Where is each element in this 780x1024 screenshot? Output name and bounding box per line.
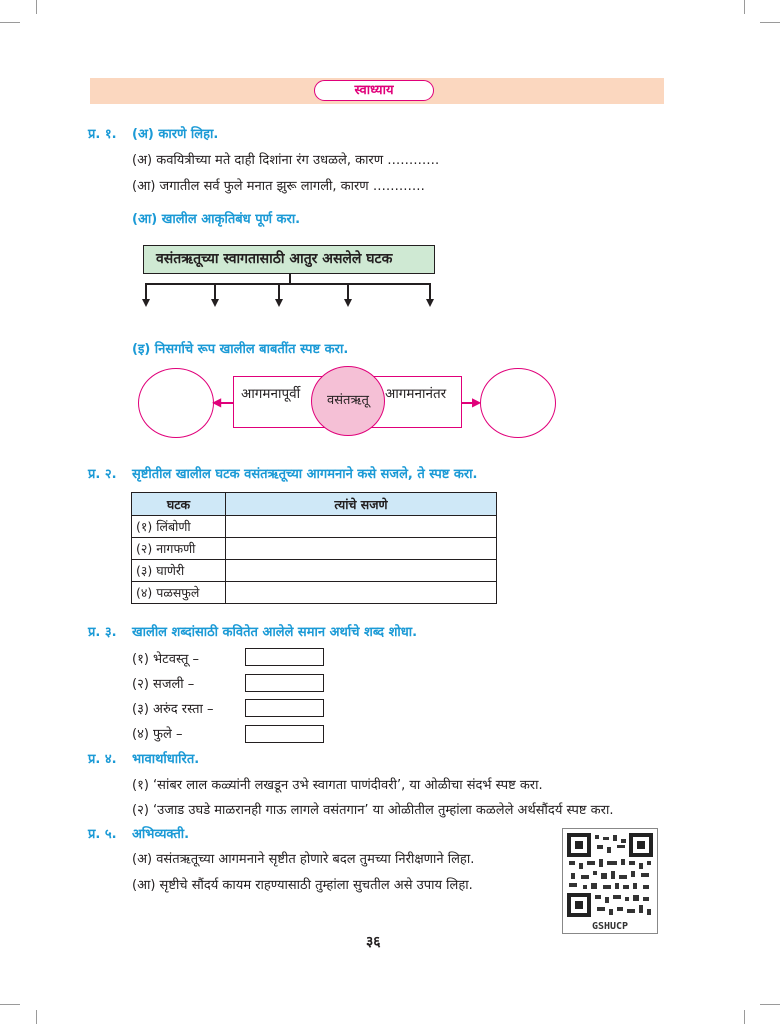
answer-box-3[interactable] — [245, 699, 324, 717]
q3-item-4: (४) फुले – — [132, 727, 183, 742]
q5-label: प्र. ५. — [88, 827, 117, 842]
left-arrow-icon: ◀ — [212, 395, 222, 409]
q2-label: प्र. २. — [88, 467, 117, 482]
col-header-decoration: त्यांचे सजणे — [226, 493, 497, 516]
q2-text: सृष्टीतील खालील घटक वसंतऋतूच्या आगमनाने कसे सजले, ते स्पष्ट करा. — [132, 467, 478, 482]
arrowhead-4 — [344, 299, 352, 307]
before-arrival-label: आगमनापूर्वी — [241, 386, 301, 402]
answer-cell[interactable] — [226, 516, 497, 538]
qr-code-label: GSHUCP — [591, 921, 629, 932]
q1-a-item-2: (आ) जगातील सर्व फुले मनात झुरू लागली, कारण ………… — [132, 179, 425, 194]
spring-season-circle: वसंतऋतू — [311, 366, 385, 436]
connector-arrow-3 — [278, 283, 280, 299]
q3-label: प्र. ३. — [88, 625, 117, 640]
table-header-row — [132, 493, 497, 516]
arrowhead-3 — [275, 299, 283, 307]
connector-bar — [145, 283, 430, 285]
page-number: ३६ — [366, 934, 381, 950]
section-title: स्वाध्याय — [314, 80, 434, 101]
concept-header-box: वसंतऋतूच्या स्वागतासाठी आतुर असलेले घटक — [143, 245, 435, 274]
q1-c-heading: (इ) निसर्गाचे रूप खालील बाबतींत स्पष्ट करा. — [132, 342, 349, 357]
row-label: (१) लिंबोणी — [132, 516, 226, 538]
connector-arrow-1 — [145, 283, 147, 299]
crop-mark — [760, 1004, 780, 1005]
col-header-element: घटक — [132, 493, 226, 516]
arrowhead-5 — [426, 299, 434, 307]
answer-cell[interactable] — [226, 538, 497, 560]
row-label: (३) घाणेरी — [132, 560, 226, 582]
answer-box-2[interactable] — [245, 674, 324, 692]
arrowhead-2 — [211, 299, 219, 307]
q4-text: भावार्थाधारित. — [132, 752, 200, 767]
qr-code[interactable] — [562, 828, 658, 934]
decoration-table — [131, 492, 497, 604]
right-answer-circle — [480, 368, 556, 438]
q3-text: खालील शब्दांसाठी कवितेत आलेले समान अर्थाचे शब्द शोधा. — [132, 625, 418, 640]
q5-text: अभिव्यक्ती. — [132, 827, 190, 842]
row-label: (२) नागफणी — [132, 538, 226, 560]
table-row — [132, 538, 497, 560]
qr-code-icon — [563, 831, 657, 921]
answer-cell[interactable] — [226, 560, 497, 582]
crop-mark — [0, 1004, 20, 1005]
crop-mark — [744, 1010, 745, 1024]
crop-mark — [760, 22, 780, 23]
crop-mark — [744, 0, 745, 14]
q4-item-2: (२) ‘उजाड उघडे माळरानही गाऊ लागले वसंतगान’ या ओळीतील तुम्हांला कळलेले अर्थसौंदर्य स्पष्ट करा. — [132, 803, 614, 818]
q1-b-heading: (आ) खालील आकृतिबंध पूर्ण करा. — [132, 212, 301, 227]
connector-arrow-2 — [214, 283, 216, 299]
connector-arrow-4 — [347, 283, 349, 299]
table-row — [132, 560, 497, 582]
section-banner — [90, 78, 664, 104]
q4-label: प्र. ४. — [88, 752, 117, 767]
connector-arrow-5 — [429, 283, 431, 299]
q3-item-1: (१) भेटवस्तू – — [132, 652, 200, 667]
q3-item-2: (२) सजली – — [132, 677, 195, 692]
crop-mark — [36, 1010, 37, 1024]
arrowhead-1 — [142, 299, 150, 307]
q4-item-1: (१) ‘सांबर लाल कळ्यांनी लखडून उभे स्वागता पाणंदीवरी’, या ओळीचा संदर्भ स्पष्ट करा. — [132, 778, 543, 793]
row-label: (४) पळसफुले — [132, 582, 226, 604]
q1-a-item-1: (अ) कवयित्रीच्या मते दाही दिशांना रंग उधळले, कारण ………… — [132, 153, 440, 168]
after-arrival-label: आगमनानंतर — [385, 386, 447, 402]
q1-label: प्र. १. — [88, 127, 117, 142]
q5-item-2: (आ) सृष्टीचे सौंदर्य कायम राहण्यासाठी तुम्हांला सुचतील असे उपाय लिहा. — [132, 878, 473, 893]
q1-a-heading: (अ) कारणे लिहा. — [132, 127, 219, 142]
table-row — [132, 582, 497, 604]
q3-item-3: (३) अरुंद रस्ता – — [132, 702, 214, 717]
left-answer-circle — [138, 368, 214, 438]
crop-mark — [36, 0, 37, 14]
q5-item-1: (अ) वसंतऋतूच्या आगमनाने सृष्टीत होणारे बदल तुमच्या निरीक्षणाने लिहा. — [132, 852, 475, 867]
answer-box-4[interactable] — [245, 725, 324, 743]
answer-cell[interactable] — [226, 582, 497, 604]
table-row — [132, 516, 497, 538]
answer-box-1[interactable] — [245, 648, 324, 666]
crop-mark — [0, 22, 20, 23]
right-arrow-icon: ▶ — [472, 395, 482, 409]
